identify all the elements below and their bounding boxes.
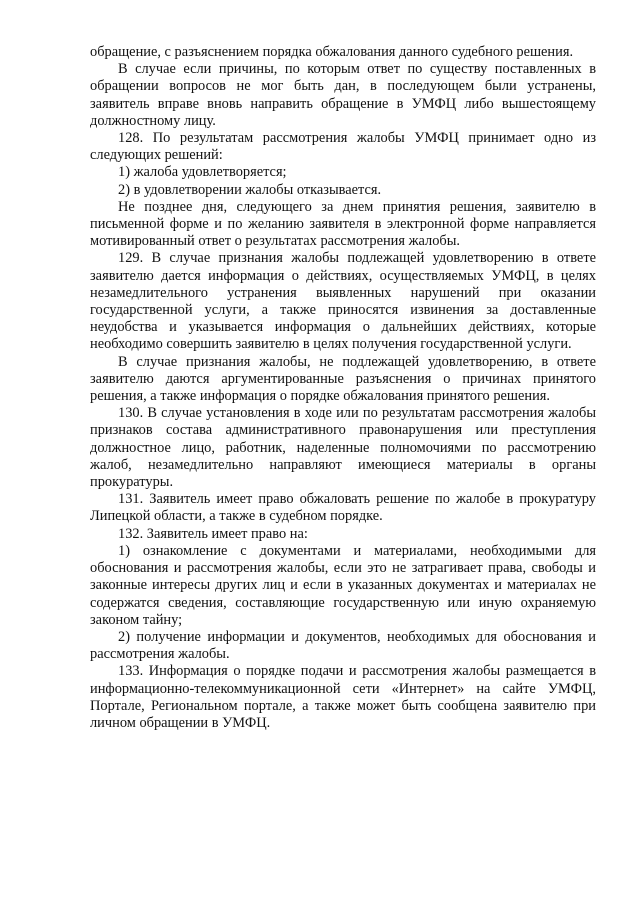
paragraph-item-133: 133. Информация о порядке подачи и рассмотрения жалобы размещается в информационно-телекоммуникационной сети «Интернет» на сайте УМФЦ, Портале, Региональном портале, а также может быть сообщена заявителю при личном обращении в УМФЦ. [90,663,596,731]
paragraph-item-130: 130. В случае установления в ходе или по результатам рассмотрения жалобы признаков состава административного правонарушения или преступления должностное лицо, работник, наделенные полномочиями по рассмотрению жалоб, незамедлительно направляют имеющиеся материалы в органы прокуратуры. [90,405,596,491]
paragraph-item-131: 131. Заявитель имеет право обжаловать решение по жалобе в прокуратуру Липецкой области, а также в судебном порядке. [90,491,596,525]
paragraph-item-129: 129. В случае признания жалобы подлежащей удовлетворению в ответе заявителю дается информация о действиях, осуществляемых УМФЦ, в целях незамедлительного устранения выявленных нарушений при оказании государственной услуги, а также приносятся извинения за доставленные неудобства и указывается информация о дальнейших действиях, которые необходимо совершить заявителю в целях получения государственной услуги. [90,250,596,353]
list-item: 2) получение информации и документов, необходимых для обоснования и рассмотрения жалобы. [90,628,596,663]
list-item: 1) ознакомление с документами и материалами, необходимыми для обоснования и рассмотрения жалобы, если это не затрагивает права, свободы и законные интересы других лиц и если в указанных документах и материалах не содержатся сведения, составляющие государственную или иную охраняемую законом тайну; [90,542,596,628]
list-item: 1) жалоба удовлетворяется; [118,164,287,181]
paragraph: Не позднее дня, следующего за днем принятия решения, заявителю в письменной форме и по желанию заявителя в электронной форме направляется мотивированный ответ о результатах рассмотрения жалобы. [90,198,596,250]
list-item: 2) в удовлетворении жалобы отказывается. [118,181,382,198]
paragraph: обращение, с разъяснением порядка обжалования данного судебного решения. [90,44,574,60]
paragraph-item-132: 132. Заявитель имеет право на: [118,525,308,542]
paragraph-item-128: 128. По результатам рассмотрения жалобы УМФЦ принимает одно из следующих решений: [90,130,596,164]
paragraph: В случае признания жалобы, не подлежащей удовлетворению, в ответе заявителю даются аргументированные разъяснения о причинах принятого решения, а также информация о порядке обжалования принятого решения. [90,353,596,405]
document-body [90,44,596,732]
paragraph: В случае если причины, по которым ответ по существу поставленных в обращении вопросов не мог быть дан, в последующем были устранены, заявитель вправе вновь направить обращение в УМФЦ либо вышестоящему должностному лицу. [90,61,596,129]
